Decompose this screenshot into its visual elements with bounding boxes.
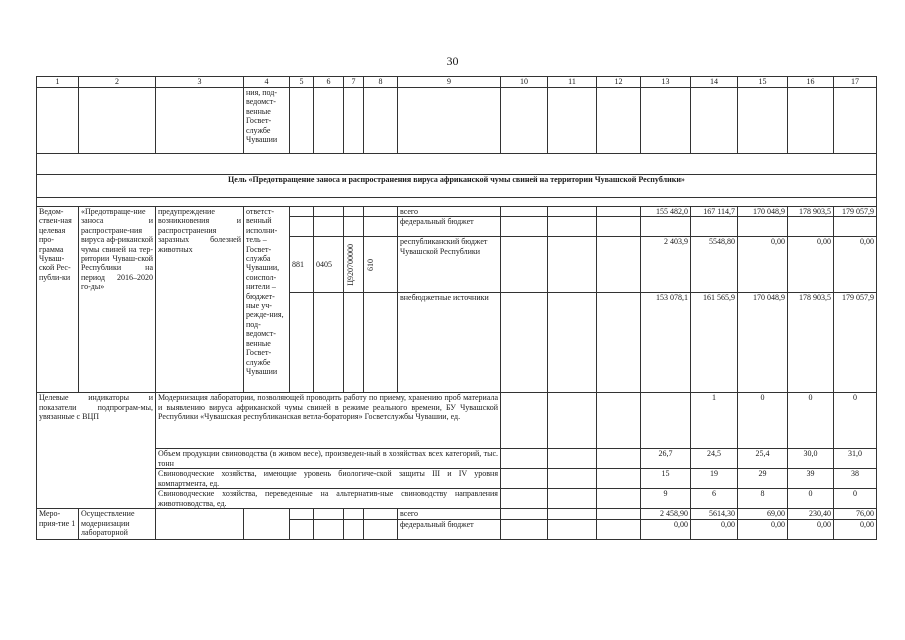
event-name: Осуществление модернизации лабораторной	[79, 509, 156, 539]
amount	[691, 217, 738, 237]
indicator-value	[641, 393, 691, 449]
column-number: 9	[398, 77, 501, 88]
amount	[738, 217, 788, 237]
amount: 0,00	[738, 237, 788, 293]
indicator-text: Свиноводческие хозяйства, переведенные на альтернатив-ные свиноводству направления животноводства, ед.	[156, 489, 501, 509]
amount	[788, 217, 834, 237]
indicator-value: 24,5	[691, 449, 738, 469]
indicator-value: 9	[641, 489, 691, 509]
amount: 178 903,5	[788, 207, 834, 217]
indicator-value: 30,0	[788, 449, 834, 469]
program-status: Ведом-ствен-ная целевая про-грамма Чуваш-ской Рес-публи-ки	[37, 207, 79, 393]
indicator-value: 6	[691, 489, 738, 509]
amount	[834, 217, 877, 237]
page-number: 30	[446, 54, 459, 68]
amount: 76,00	[834, 509, 877, 519]
csr-code: Ц920700000	[346, 244, 355, 286]
continued-row	[37, 88, 877, 154]
amount: 5614,30	[691, 509, 738, 519]
spacer-row	[37, 154, 877, 175]
goal-title: Цель «Предотвращение заноса и распространения вируса африканской чумы свиней на территории Чувашской Республики»	[37, 175, 877, 198]
indicator-value: 0	[834, 489, 877, 509]
indicator-row	[37, 449, 877, 469]
column-number: 8	[364, 77, 398, 88]
program-executor: ответст-венный исполни-тель – Госвет-служба Чувашии, соиспол-нители – бюджет-ные уч-режде-ния, под-ведомст-венные Госвет-службе Чувашии	[244, 207, 290, 393]
amount: 170 048,9	[738, 293, 788, 393]
column-number: 16	[788, 77, 834, 88]
amount: 230,40	[788, 509, 834, 519]
column-number: 2	[79, 77, 156, 88]
indicator-value: 0	[738, 393, 788, 449]
indicator-row	[37, 393, 877, 449]
indicator-value: 0	[788, 489, 834, 509]
amount: 0,00	[788, 237, 834, 293]
amount: 170 048,9	[738, 207, 788, 217]
amount: 178 903,5	[788, 293, 834, 393]
vr-code: 610	[366, 258, 375, 271]
amount: 167 114,7	[691, 207, 738, 217]
indicators-label: Целевые индикаторы и показатели подпрограм-мы, увязанные с ВЦП	[37, 393, 156, 509]
program-task: предупреждение возникновения и распространения заразных болезней животных	[156, 207, 244, 393]
column-number: 1	[37, 77, 79, 88]
amount: 5548,80	[691, 237, 738, 293]
indicator-row	[37, 489, 877, 509]
column-number: 13	[641, 77, 691, 88]
funding-source: федеральный бюджет	[398, 217, 501, 237]
amount: 153 078,1	[641, 293, 691, 393]
column-number: 17	[834, 77, 877, 88]
indicator-text: Объем продукции свиноводства (в живом весе), произведен-ный в хозяйствах всех категорий, тыс. тонн	[156, 449, 501, 469]
funding-source: республиканский бюджет Чувашской Республики	[398, 237, 501, 293]
amount: 0,00	[834, 519, 877, 539]
amount: 0,00	[788, 519, 834, 539]
indicator-value: 31,0	[834, 449, 877, 469]
indicator-value: 8	[738, 489, 788, 509]
indicator-value: 0	[834, 393, 877, 449]
column-number: 4	[244, 77, 290, 88]
column-number: 11	[548, 77, 597, 88]
continued-executor: ния, под-ведомст-венные Госвет-службе Чувашии	[244, 88, 290, 154]
spacer-row	[37, 198, 877, 207]
funding-source: федеральный бюджет	[398, 519, 501, 539]
program-table	[36, 76, 877, 540]
column-number: 12	[597, 77, 641, 88]
column-number: 3	[156, 77, 244, 88]
funding-source: всего	[398, 509, 501, 519]
indicator-value: 15	[641, 469, 691, 489]
amount: 0,00	[691, 519, 738, 539]
column-number: 5	[290, 77, 314, 88]
goal-row	[37, 175, 877, 198]
amount: 2 458,90	[641, 509, 691, 519]
amount: 155 482,0	[641, 207, 691, 217]
program-row-total	[37, 207, 877, 217]
column-number: 15	[738, 77, 788, 88]
rzpr-code: 0405	[314, 237, 344, 293]
event-row-total	[37, 509, 877, 519]
indicator-value: 1	[691, 393, 738, 449]
column-number: 6	[314, 77, 344, 88]
amount: 0,00	[834, 237, 877, 293]
amount: 179 057,9	[834, 207, 877, 217]
column-number: 7	[344, 77, 364, 88]
amount: 0,00	[641, 519, 691, 539]
amount	[641, 217, 691, 237]
amount: 179 057,9	[834, 293, 877, 393]
indicator-value: 29	[738, 469, 788, 489]
grbs-code: 881	[290, 237, 314, 293]
indicator-value: 19	[691, 469, 738, 489]
column-number-row	[37, 77, 877, 88]
indicator-row	[37, 469, 877, 489]
indicator-text: Свиноводческие хозяйства, имеющие уровень биологиче-ской защиты III и IV уровня компартмента, ед.	[156, 469, 501, 489]
indicator-value: 25,4	[738, 449, 788, 469]
indicator-value: 38	[834, 469, 877, 489]
column-number: 10	[501, 77, 548, 88]
amount: 161 565,9	[691, 293, 738, 393]
indicator-value: 26,7	[641, 449, 691, 469]
amount: 0,00	[738, 519, 788, 539]
amount: 69,00	[738, 509, 788, 519]
amount: 2 403,9	[641, 237, 691, 293]
funding-source: внебюджетные источники	[398, 293, 501, 393]
program-name: «Предотвраще-ние заноса и распростране-ния вируса аф-риканской чумы свиней на тер-ритории Чуваш-ской Республики на период 2016–2020 го-ды»	[79, 207, 156, 393]
column-number: 14	[691, 77, 738, 88]
funding-source: всего	[398, 207, 501, 217]
indicator-value: 39	[788, 469, 834, 489]
indicator-value: 0	[788, 393, 834, 449]
indicator-text: Модернизация лаборатории, позволяющей проводить работу по приему, хранению проб материала и выявлению вируса африканской чумы свиней в режиме реального времени, БУ Чувашской Республики «Чувашская республиканская ветла-боратория» Госветслужбы Чувашии, ед.	[156, 393, 501, 449]
event-status: Меро-прия-тие 1	[37, 509, 79, 539]
